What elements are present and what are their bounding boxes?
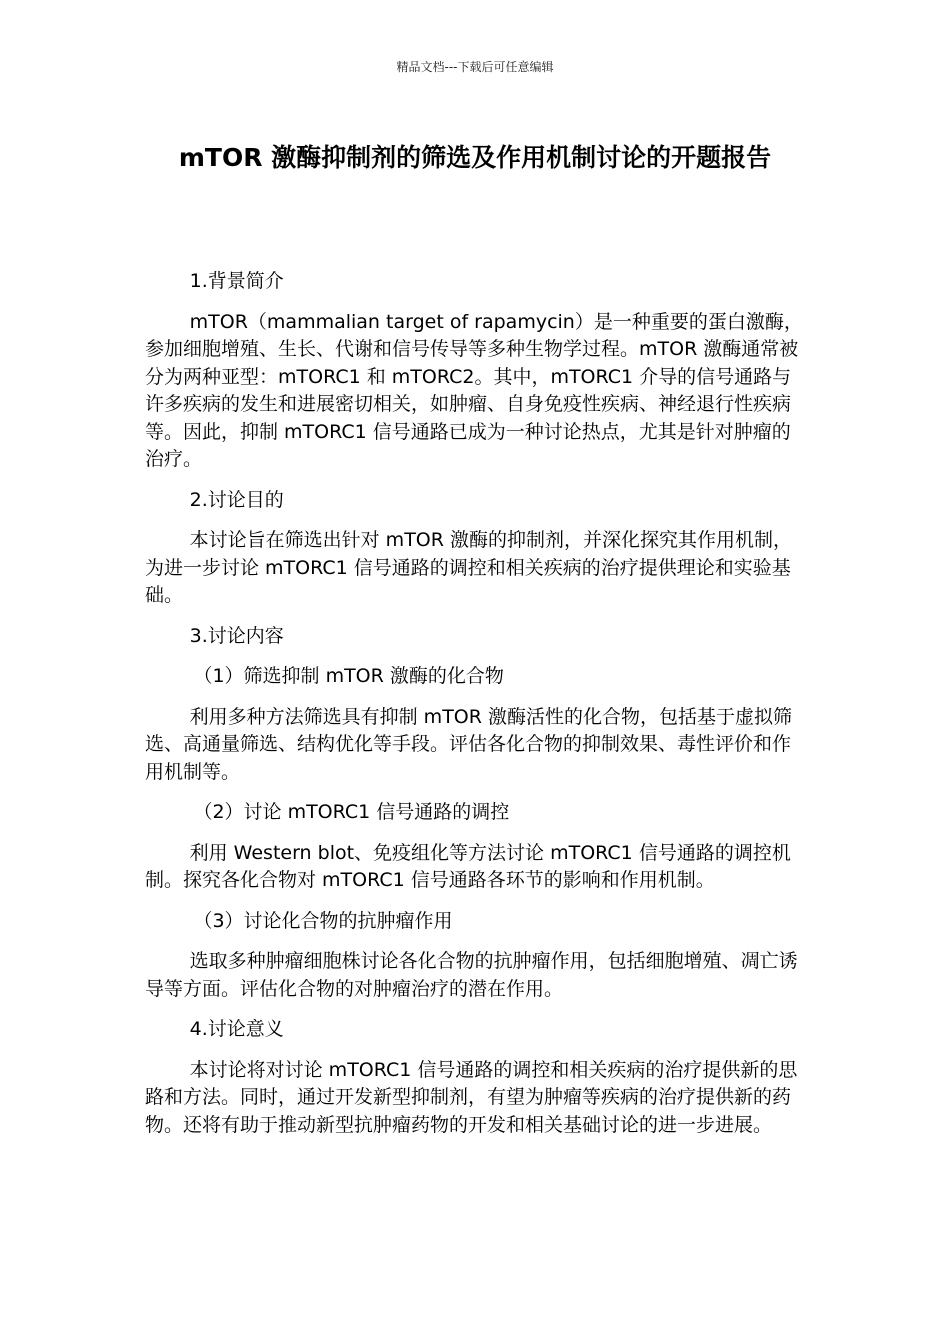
paragraph-signaling: 利用 Western blot、免疫组化等方法讨论 mTORC1 信号通路的调控机制。探究各化合物对 mTORC1 信号通路各环节的影响和作用机制。: [145, 841, 791, 891]
paragraph-background: mTOR（mammalian target of rapamycin）是一种重要的蛋白激酶，参加细胞增殖、生长、代谢和信号传导等多种生物学过程。mTOR 激酶通常被分为两种亚型：mTORC1 和 mTORC2。其中，mTORC1 介导的信号通路与许多疾病的发生和进展密切相关，如肿瘤、自身免疫性疾病、神经退行性疾病等。因此，抑制 mTORC1 信号通路已成为一种讨论热点，尤其是针对肿瘤的治疗。: [145, 310, 803, 470]
subheading-antitumor: （3）讨论化合物的抗肿瘤作用: [193, 909, 453, 932]
document-title: mTOR 激酶抑制剂的筛选及作用机制讨论的开题报告: [178, 143, 772, 172]
paragraph-screening: 利用多种方法筛选具有抑制 mTOR 激酶活性的化合物，包括基于虚拟筛选、高通量筛选、结构优化等手段。评估各化合物的抑制效果、毒性评价和作用机制等。: [145, 705, 792, 783]
document-body: [145, 268, 805, 1152]
section-heading-content: 3.讨论内容: [189, 624, 284, 647]
section-heading-background: 1.背景简介: [189, 270, 284, 292]
section-heading-significance: 4.讨论意义: [189, 1018, 284, 1040]
subheading-screening: （1）筛选抑制 mTOR 激酶的化合物: [193, 665, 504, 687]
paragraph-significance: 本讨论将对讨论 mTORC1 信号通路的调控和相关疾病的治疗提供新的思路和方法。同时，通过开发新型抑制剂，有望为肿瘤等疾病的治疗提供新的药物。还将有助于推动新型抗肿瘤药物的开发和相关基础讨论的进一步进展。: [145, 1058, 798, 1136]
header-note: 精品文档---下载后可任意编辑: [396, 60, 554, 74]
paragraph-purpose: 本讨论旨在筛选出针对 mTOR 激酶的抑制剂，并深化探究其作用机制，为进一步讨论 mTORC1 信号通路的调控和相关疾病的治疗提供理论和实验基础。: [145, 529, 792, 606]
subheading-signaling: （2）讨论 mTORC1 信号通路的调控: [193, 801, 510, 823]
section-heading-purpose: 2.讨论目的: [189, 488, 284, 511]
paragraph-antitumor: 选取多种肿瘤细胞株讨论各化合物的抗肿瘤作用，包括细胞增殖、凋亡诱导等方面。评估化合物的对肿瘤治疗的潜在作用。: [145, 950, 798, 1000]
